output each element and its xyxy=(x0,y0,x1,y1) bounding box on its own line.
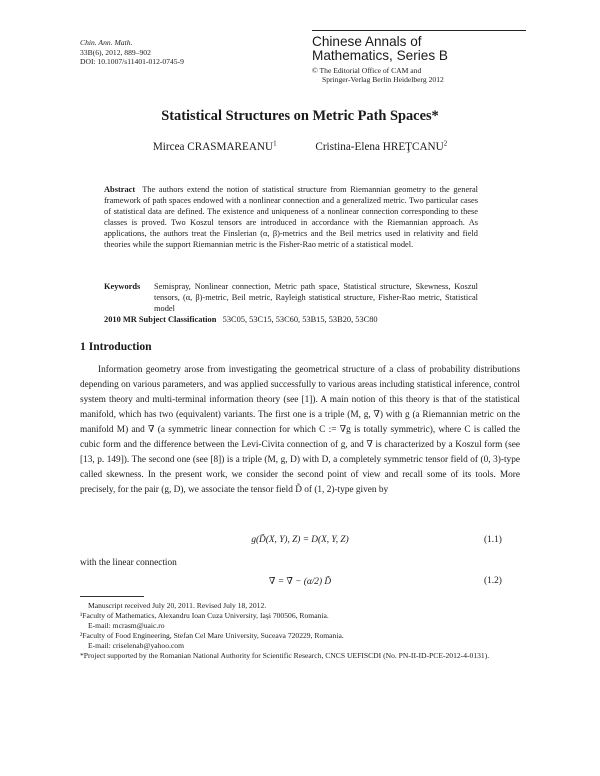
masthead-rule xyxy=(312,30,526,31)
publisher-line1: © The Editorial Office of CAM and xyxy=(312,65,422,75)
volume-line: 33B(6), 2012, 889–902 xyxy=(80,47,151,57)
text-after-eq1: with the linear connection xyxy=(80,558,177,568)
msc-text: 53C05, 53C15, 53C60, 53B15, 53B20, 53C80 xyxy=(222,315,378,324)
section-heading: 1 Introduction xyxy=(80,340,152,353)
equation-1-2-expr: ∇̃ = ∇̄ − (α/2) D̃ xyxy=(268,577,332,587)
intro-paragraph: Information geometry arose from investigating the geometrical structure of a class of probability distributions depending on various parameters, and was applied successfully to various areas including statistical inference, control system theory and multi-terminal information theory (see [1]). A main notion of this theory is that of the statistical manifold, which has two (equivalent) variants. The first one is a triple (M, g, ∇) with g (a Riemannian metric on the manifold M) and ∇ (a symmetric linear connection for which C := ∇g is totally symmetric), where C is called the cubic form and the difference between the Levi-Civita connection of g, and ∇ is characterized by a Koszul form (see [13, p. 149]). The second one (see [8]) is a triple (M, g, D) with D, a completely symmetric tensor field of (0, 3)-type called skewness. In the present work, we consider the second point of view and recall some of its tools. More precisely, for the pair (g, D), we associate the tensor field D̃ of (1, 2)-type given by xyxy=(80,365,520,495)
journal-abbrev: Chin. Ann. Math. xyxy=(80,38,133,47)
journal-citation xyxy=(80,38,184,67)
footnote-2: ²Faculty of Food Engineering, Stefan Cel Mare University, Suceava 720229, Romania. xyxy=(80,631,344,640)
equation-1-1-expr: g(D̃(X, Y), Z) = D(X, Y, Z) xyxy=(251,535,349,545)
footnote-1-email[interactable]: E-mail: mcrasm@uaic.ro xyxy=(88,621,165,630)
footnote-received: Manuscript received July 20, 2011. Revised July 18, 2012. xyxy=(88,601,267,610)
keywords-label: Keywords xyxy=(104,282,141,291)
intro-body xyxy=(80,363,520,498)
footnote-3: *Project supported by the Romanian National Authority for Scientific Research, CNCS UEFISCDI (No. PN-II-ID-PCE-2012-4-0131). xyxy=(80,651,490,660)
journal-masthead xyxy=(312,30,526,85)
author-1: Mircea CRASMAREANU$^1$ xyxy=(152,139,277,153)
doi[interactable]: DOI: 10.1007/s11401-012-0745-9 xyxy=(80,57,184,67)
msc-label: 2010 MR Subject Classification xyxy=(104,315,217,324)
footnote-rule xyxy=(80,596,144,597)
publisher-line2: Springer-Verlag Berlin Heidelberg 2012 xyxy=(322,75,444,85)
paper-title: Statistical Structures on Metric Path Spaces* xyxy=(161,108,439,124)
author-list xyxy=(0,141,600,153)
abstract-text: The authors extend the notion of statistical structure from Riemannian geometry to the general framework of path spaces endowed with a nonlinear connection and a generalized metric. Two particular cases of statistical data are defined. The existence and uniqueness of a nonlinear connection corresponding to these classes is proved. Two Koszul tensors are introduced in accordance with the Riemannian approach. As applications, the authors treat the Finslerian (α, β)-metrics and the Beil metrics used in relativity and field theories while the support Riemannian metric is the Fisher-Rao metric of a statistical model. xyxy=(104,185,478,249)
equation-1-2-number: (1.2) xyxy=(484,576,502,586)
keywords-block xyxy=(104,281,478,325)
author-2: Cristina-Elena HREŢCANU$^2$ xyxy=(315,139,448,153)
keywords-text: Semispray, Nonlinear connection, Metric path space, Statistical structure, Skewness, Koszul tensors, (α, β)-metric, Beil metric, Rayleigh statistical structure, Fisher-Rao metric, Statistical model xyxy=(154,282,478,313)
journal-title-line2: Mathematics, Series B xyxy=(312,48,448,64)
abstract xyxy=(104,184,478,250)
footnote-1: ¹Faculty of Mathematics, Alexandru Ioan Cuza University, Iaşi 700506, Romania. xyxy=(80,611,329,620)
journal-title-line1: Chinese Annals of xyxy=(312,34,422,49)
abstract-label: Abstract xyxy=(104,185,136,194)
footnote-2-email[interactable]: E-mail: criselenab@yahoo.com xyxy=(88,641,184,650)
footnotes xyxy=(80,601,520,661)
equation-1-1-number: (1.1) xyxy=(484,535,502,545)
